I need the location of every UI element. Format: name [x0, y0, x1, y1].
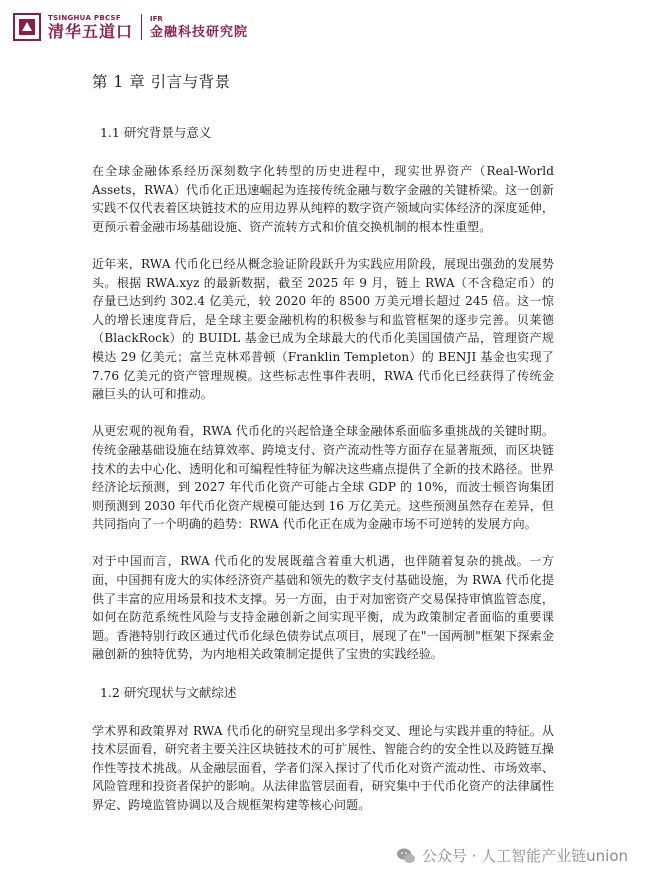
paragraph: 在全球金融体系经历深刻数字化转型的历史进程中，现实世界资产（Real-World Assets，RWA）代币化正迅速崛起为连接传统金融与数字金融的关键桥梁。这一创新实践不仅代表着区块链技术的应用边界从纯粹的数字资产领域向实体经济的深度延伸，更预示着金融市场基础设施、资产流转方式和价值交换机制的根本性重塑。: [92, 164, 554, 234]
document-body: [92, 70, 554, 833]
brand-left: [48, 15, 133, 40]
section-title: 1.2 研究现状与文献综述: [100, 684, 237, 700]
wechat-icon: [396, 847, 416, 865]
brand-cn: 清华五道口: [48, 21, 134, 41]
brand-ifr: IFR: [150, 14, 163, 23]
header-brand: [12, 10, 248, 44]
section-title: 1.1 研究背景与意义: [100, 125, 212, 140]
brand-en: TSINGHUA PBCSF: [48, 13, 121, 22]
paragraph: 对于中国而言，RWA 代币化的发展既蕴含着重大机遇，也伴随着复杂的挑战。一方面，中国拥有庞大的实体经济资产基础和领先的数字支付基础设施，为 RWA 代币化提供了丰富的应用场景和技术支撑。另一方面，由于对加密资产交易保持审慎监管态度，如何在防范系统性风险与支持金融创新之间实现平衡，成为政策制定者面临的重要课题。香港特别行政区通过代币化绿色债券试点项目，展现了在"一国两制"框架下探索金融创新的独特优势，为内地相关政策制定提供了宝贵的实践经验。: [92, 554, 554, 662]
brand-institute: 金融科技研究院: [150, 24, 249, 40]
paragraph: 近年来，RWA 代币化已经从概念验证阶段跃升为实践应用阶段，展现出强劲的发展势头。根据 RWA.xyz 的最新数据，截至 2025 年 9 月，链上 RWA（不含稳定币）的存量已达到约 302.4 亿美元，较 2020 年的 8500 万美元增长超过 245 倍。这一惊人的增长速度背后，是全球主要金融机构的积极参与和监管框架的逐步完善。贝莱德（BlackRock）的 BUIDL 基金已成为全球最大的代币化美国国债产品，管理资产规模达 29 亿美元；富兰克林邓普顿（Franklin Templeton）的 BENJI 基金也实现了 7.76 亿美元的资产管理规模。这些标志性事件表明，RWA 代币化已经获得了传统金融巨头的认可和推动。: [92, 256, 554, 402]
paragraph: 学术界和政策界对 RWA 代币化的研究呈现出多学科交叉、理论与实践并重的特征。从技术层面看，研究者主要关注区块链技术的可扩展性、智能合约的安全性以及跨链互操作性等技术挑战。从金融层面看，学者们深入探讨了代币化对资产流动性、市场效率、风险管理和投资者保护的影响。从法律监管层面看，研究集中于代币化资产的法律属性界定、跨境监管协调以及合规框架构建等核心问题。: [92, 723, 554, 812]
wechat-watermark: [396, 845, 628, 866]
brand-divider: [141, 14, 142, 40]
paragraph: 从更宏观的视角看，RWA 代币化的兴起恰逢全球金融体系面临多重挑战的关键时期。传统金融基础设施在结算效率、跨境支付、资产流动性等方面存在显著瓶颈，而区块链技术的去中心化、透明化和可编程性特征为解决这些痛点提供了全新的技术路径。世界经济论坛预测，到 2027 年代币化资产可能占全球 GDP 的 10%，而波士顿咨询集团则预测到 2030 年代币化资产规模可能达到 16 万亿美元。这些预测虽然存在差异，但共同指向了一个明确的趋势：RWA 代币化正在成为金融市场不可逆转的发展方向。: [92, 424, 554, 532]
tsinghua-logo-icon: [12, 12, 42, 42]
brand-right: [150, 16, 248, 39]
watermark-text: 公众号 · 人工智能产业链union: [421, 847, 628, 865]
chapter-title: 第 1 章 引言与背景: [92, 73, 231, 91]
